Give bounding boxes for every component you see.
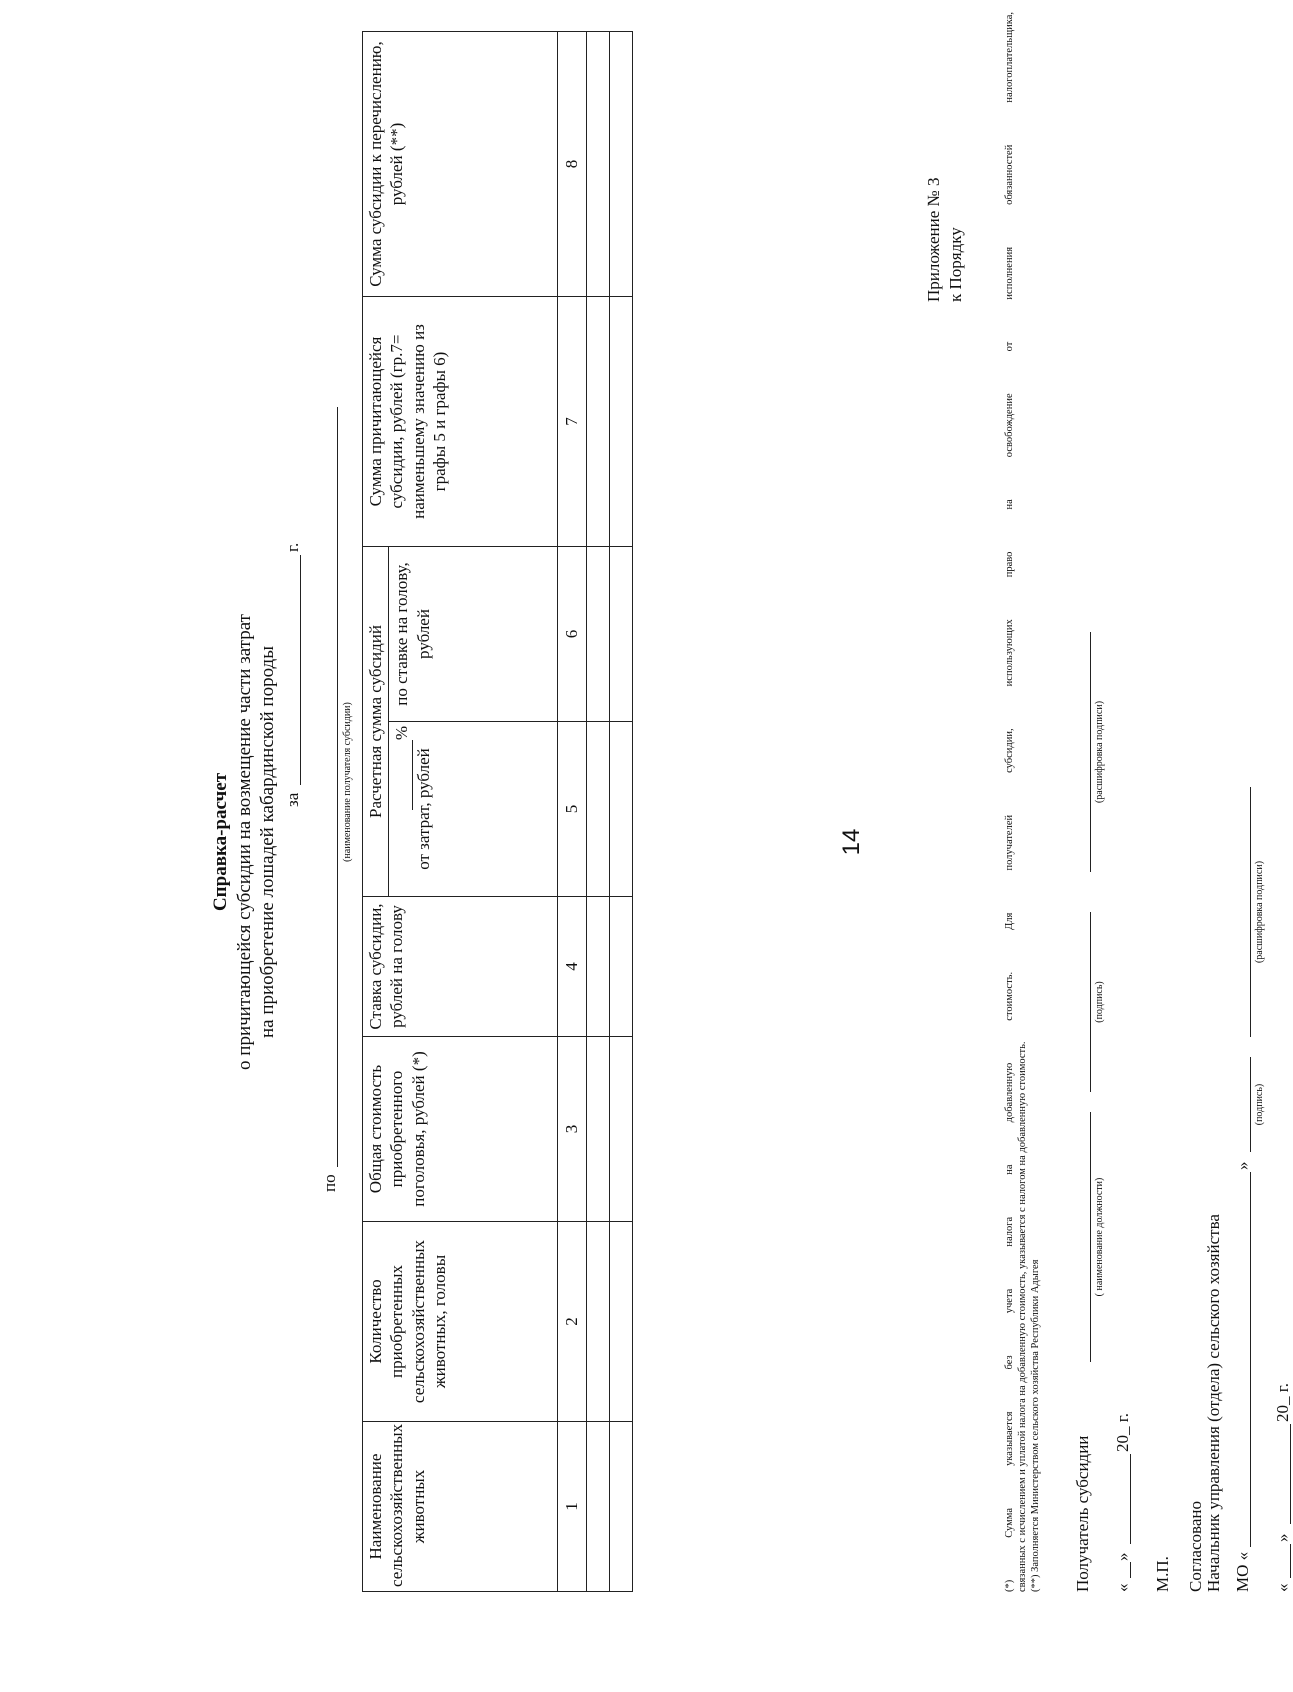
header-due-subsidy: Сумма причитающейся субсидии, рублей (гр.7= наименьшему значению из графы 5 и графы 6) (363, 297, 558, 547)
table-cell[interactable] (610, 547, 633, 722)
appendix-line-2: к Порядку (946, 227, 965, 302)
header-per-head: по ставке на голову, рублей (389, 547, 558, 722)
recipient-hint: (наименование получателя субсидии) (342, 702, 353, 862)
position-hint: ( наименование должности) (1094, 1177, 1105, 1297)
table-cell[interactable] (610, 1222, 633, 1422)
mo-prefix: МО « (1233, 1551, 1252, 1592)
date-close-quote: » (1113, 1552, 1132, 1561)
date-day-line[interactable] (1130, 1562, 1131, 1578)
table-cell[interactable] (587, 1222, 610, 1422)
document-subtitle-2: на приобретение лошадей кабардинской породы (257, 646, 278, 1039)
decoding-input-line[interactable] (1090, 632, 1091, 872)
position-input-line[interactable] (1090, 1112, 1091, 1362)
column-number: 1 (558, 1422, 587, 1592)
column-number: 8 (558, 32, 587, 297)
header-calculated-sum-group: Расчетная сумма субсидий (363, 547, 389, 897)
column-number-row (558, 32, 587, 1592)
table-cell[interactable] (587, 297, 610, 547)
table-cell[interactable] (587, 547, 610, 722)
percent-line (391, 726, 412, 892)
date2-close-quote: » (1273, 1533, 1292, 1542)
mo-input-line[interactable] (1250, 1172, 1251, 1547)
date2-year: 20_ г. (1273, 1382, 1292, 1422)
signature-hint: (подпись) (1094, 981, 1105, 1023)
table-cell[interactable] (610, 297, 633, 547)
header-from-costs-label: от затрат, рублей (413, 748, 433, 870)
header-transfer-subsidy: Сумма субсидии к перечислению, рублей (**) (363, 32, 558, 297)
period-suffix: г. (283, 542, 302, 552)
table-cell[interactable] (610, 32, 633, 297)
document-title: Справка-расчет (210, 772, 231, 912)
period-input-line[interactable] (300, 555, 301, 785)
date-open-quote: « (1113, 1583, 1132, 1592)
header-subsidy-rate: Ставка субсидии, рублей на голову (363, 897, 558, 1037)
column-number: 2 (558, 1222, 587, 1422)
decoding-hint: (расшифровка подписи) (1094, 700, 1105, 804)
table-header-row (363, 32, 389, 1592)
header-from-costs (389, 722, 558, 897)
table-cell[interactable] (587, 1037, 610, 1222)
date2-open-quote: « (1273, 1583, 1292, 1592)
table-cell[interactable] (610, 1422, 633, 1592)
date2-day-line[interactable] (1290, 1544, 1291, 1578)
recipient-input-line[interactable] (337, 407, 338, 1167)
page-number: 14 (838, 828, 865, 856)
head-signature-line[interactable] (1250, 1057, 1251, 1152)
footnote-1: (*) Сумма указывается без учета налога на добавленную стоимость. Для получателей субсидии, использующих право на освобождение от исполнения обязанностей налогоплательщика, (1004, 12, 1015, 1592)
recipient-label: Получатель субсидии (1073, 1435, 1092, 1592)
table-cell[interactable] (610, 722, 633, 897)
table-cell[interactable] (610, 897, 633, 1037)
date-year: 20_ г. (1113, 1412, 1132, 1452)
header-animal-name: Наименование сельскохозяйственных животных (363, 1422, 558, 1592)
table-row[interactable] (610, 32, 633, 1592)
column-number: 7 (558, 297, 587, 547)
calculation-table (362, 31, 633, 1592)
head-decoding-hint: (расшифровка подписи) (1254, 860, 1265, 964)
date-month-line[interactable] (1130, 1454, 1131, 1544)
column-number: 6 (558, 547, 587, 722)
signature-input-line[interactable] (1090, 912, 1091, 1092)
date2-month-line[interactable] (1290, 1424, 1291, 1524)
table-row[interactable] (587, 32, 610, 1592)
stamp-label: М.П. (1153, 1556, 1172, 1592)
head-label: Начальник управления (отдела) сельского хозяйства (1204, 1214, 1223, 1592)
table-cell[interactable] (587, 32, 610, 297)
appendix-line-1: Приложение № 3 (924, 177, 943, 302)
period-prefix: за (283, 792, 302, 807)
column-number: 3 (558, 1037, 587, 1222)
recipient-prefix: по (320, 1174, 339, 1192)
table-cell[interactable] (587, 1422, 610, 1592)
agreed-label: Согласовано (1186, 1501, 1205, 1592)
column-number: 5 (558, 722, 587, 897)
head-decoding-line[interactable] (1250, 787, 1251, 1037)
table-cell[interactable] (610, 1037, 633, 1222)
footnote-1-continued: связанных с исчислением и уплатой налога на добавленную стоимость, указывается с налогом на добавленную стоимость. (1017, 1041, 1028, 1592)
header-total-cost: Общая стоимость приобретенного поголовья, рублей (*) (363, 1037, 558, 1222)
mo-suffix: » (1233, 1161, 1252, 1170)
table-cell[interactable] (587, 897, 610, 1037)
table-cell[interactable] (587, 722, 610, 897)
footnote-2: (**) Заполняется Министерством сельского хозяйства Республики Адыгея (1030, 1259, 1041, 1592)
column-number: 4 (558, 897, 587, 1037)
percent-sign: % (392, 726, 412, 741)
document-subtitle-1: о причитающейся субсидии на возмещение части затрат (234, 614, 255, 1070)
header-quantity: Количество приобретенных сельскохозяйственных животных, головы (363, 1222, 558, 1422)
head-signature-hint: (подпись) (1254, 1083, 1265, 1126)
